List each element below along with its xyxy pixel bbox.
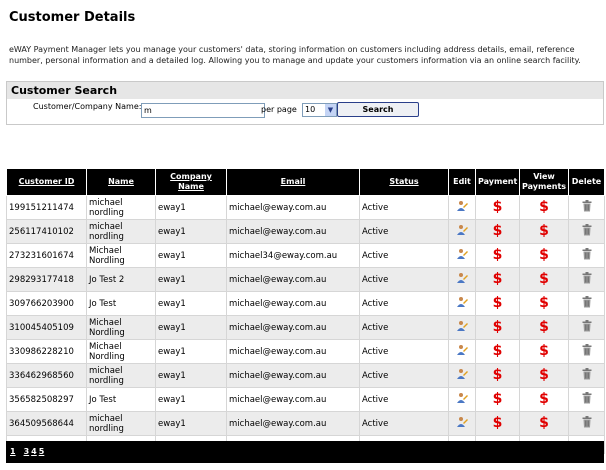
payment-cell — [476, 292, 520, 316]
company-cell: eway1 — [156, 268, 227, 292]
delete-cell — [569, 268, 605, 292]
table-row — [7, 340, 605, 364]
table-row — [7, 196, 605, 220]
dollar-icon[interactable]: $ — [492, 414, 503, 431]
payment-cell — [476, 412, 520, 436]
status-cell: Active — [360, 364, 449, 388]
delete-cell — [569, 196, 605, 220]
delete-cell — [569, 316, 605, 340]
trash-icon[interactable] — [582, 397, 592, 407]
intro-text: eWAY Payment Manager lets you manage your customers' data, storing information on customers including address details, email, reference number, personal information and a detailed log. Allowing you to manage and update your customers information via an online search facility. — [9, 45, 581, 65]
view-payments-cell — [520, 244, 569, 268]
company-cell: eway1 — [156, 340, 227, 364]
payment-cell — [476, 340, 520, 364]
customer-id-cell: 330986228210 — [7, 340, 87, 364]
col-delete-header: Delete — [569, 169, 605, 196]
edit-cell — [449, 388, 476, 412]
status-cell: Active — [360, 412, 449, 436]
trash-icon[interactable] — [582, 421, 592, 431]
per-page-value: 10 — [305, 105, 316, 114]
page-link-3[interactable]: 3 — [23, 447, 30, 456]
customer-id-cell: 364509568644 — [7, 412, 87, 436]
dollar-icon[interactable]: $ — [492, 390, 503, 407]
customer-id-cell: 310045405109 — [7, 316, 87, 340]
table-row — [7, 412, 605, 436]
col-payment-header: Payment — [476, 169, 520, 196]
page-link-1[interactable]: 1 — [10, 447, 16, 456]
search-row — [7, 99, 603, 123]
dollar-icon[interactable]: $ — [492, 294, 503, 311]
delete-cell — [569, 388, 605, 412]
trash-icon[interactable] — [582, 205, 592, 215]
name-cell: Michael Nordling — [87, 340, 156, 364]
dollar-icon[interactable]: $ — [492, 198, 503, 215]
payment-cell — [476, 220, 520, 244]
delete-cell — [569, 340, 605, 364]
pager — [10, 447, 46, 456]
customer-id-cell: 336462968560 — [7, 364, 87, 388]
col-company-name-header[interactable]: Company Name — [156, 169, 227, 196]
dollar-icon[interactable]: $ — [492, 246, 503, 263]
trash-icon[interactable] — [582, 301, 592, 311]
customer-id-cell: 298293177418 — [7, 268, 87, 292]
company-cell: eway1 — [156, 244, 227, 268]
edit-cell — [449, 196, 476, 220]
delete-cell — [569, 220, 605, 244]
email-cell: michael34@eway.com.au — [227, 244, 360, 268]
table-row — [7, 220, 605, 244]
status-cell: Active — [360, 340, 449, 364]
customer-id-cell: 356582508297 — [7, 388, 87, 412]
col-edit-header: Edit — [449, 169, 476, 196]
dollar-icon[interactable]: $ — [492, 366, 503, 383]
edit-person-icon[interactable] — [456, 277, 468, 287]
dollar-icon[interactable]: $ — [492, 318, 503, 335]
customer-table — [6, 168, 605, 454]
trash-icon[interactable] — [582, 325, 592, 335]
col-email-header[interactable]: Email — [227, 169, 360, 196]
table-row — [7, 244, 605, 268]
payment-cell — [476, 196, 520, 220]
edit-cell — [449, 412, 476, 436]
status-cell: Active — [360, 220, 449, 244]
status-cell: Active — [360, 244, 449, 268]
trash-icon[interactable] — [582, 253, 592, 263]
payment-cell — [476, 316, 520, 340]
edit-person-icon[interactable] — [456, 253, 468, 263]
dollar-icon[interactable]: $ — [539, 270, 549, 287]
dollar-icon[interactable]: $ — [539, 366, 549, 383]
edit-cell — [449, 244, 476, 268]
edit-cell — [449, 316, 476, 340]
dollar-icon[interactable]: $ — [539, 294, 549, 311]
col-name-header[interactable]: Name — [87, 169, 156, 196]
view-payments-cell — [520, 268, 569, 292]
edit-person-icon[interactable] — [456, 229, 468, 239]
delete-cell — [569, 412, 605, 436]
edit-person-icon[interactable] — [456, 397, 468, 407]
table-header-row — [7, 169, 605, 196]
search-button[interactable]: Search — [337, 102, 419, 117]
status-cell: Active — [360, 388, 449, 412]
view-payments-cell — [520, 388, 569, 412]
company-cell: eway1 — [156, 196, 227, 220]
table-row — [7, 268, 605, 292]
page-title: Customer Details — [9, 10, 136, 25]
email-cell: michael@eway.com.au — [227, 364, 360, 388]
page-link-5[interactable]: 5 — [38, 447, 45, 456]
dollar-icon[interactable]: $ — [539, 342, 549, 359]
name-cell: michael nordling — [87, 196, 156, 220]
chevron-down-icon[interactable]: ▼ — [325, 104, 336, 116]
name-cell: Michael Nordling — [87, 316, 156, 340]
view-payments-cell — [520, 220, 569, 244]
email-cell: michael@eway.com.au — [227, 412, 360, 436]
name-cell: Jo Test — [87, 388, 156, 412]
col-status-header[interactable]: Status — [360, 169, 449, 196]
email-cell: michael@eway.com.au — [227, 316, 360, 340]
delete-cell — [569, 244, 605, 268]
status-cell: Active — [360, 268, 449, 292]
delete-cell — [569, 364, 605, 388]
payment-cell — [476, 268, 520, 292]
view-payments-cell — [520, 316, 569, 340]
company-cell: eway1 — [156, 292, 227, 316]
status-cell: Active — [360, 316, 449, 340]
view-payments-cell — [520, 364, 569, 388]
trash-icon[interactable] — [582, 373, 592, 383]
dollar-icon[interactable]: $ — [539, 222, 549, 239]
dollar-icon[interactable]: $ — [539, 414, 549, 431]
edit-cell — [449, 292, 476, 316]
edit-cell — [449, 268, 476, 292]
company-cell: eway1 — [156, 316, 227, 340]
edit-cell — [449, 340, 476, 364]
trash-icon[interactable] — [582, 277, 592, 287]
customer-id-cell: 199151211474 — [7, 196, 87, 220]
email-cell: michael@eway.com.au — [227, 268, 360, 292]
company-cell: eway1 — [156, 412, 227, 436]
customer-id-cell: 273231601674 — [7, 244, 87, 268]
name-cell: michael nordling — [87, 364, 156, 388]
name-cell: Jo Test 2 — [87, 268, 156, 292]
edit-cell — [449, 364, 476, 388]
col-customer-id-header[interactable]: Customer ID — [7, 169, 87, 196]
edit-cell — [449, 220, 476, 244]
dollar-icon[interactable]: $ — [539, 318, 549, 335]
edit-person-icon[interactable] — [456, 301, 468, 311]
search-heading: Customer Search — [7, 82, 603, 99]
name-cell: michael nordling — [87, 220, 156, 244]
dollar-icon[interactable]: $ — [492, 342, 503, 359]
view-payments-cell — [520, 196, 569, 220]
email-cell: michael@eway.com.au — [227, 388, 360, 412]
trash-icon[interactable] — [582, 229, 592, 239]
table-row — [7, 388, 605, 412]
status-cell: Active — [360, 292, 449, 316]
edit-person-icon[interactable] — [456, 349, 468, 359]
email-cell: michael@eway.com.au — [227, 220, 360, 244]
email-cell: michael@eway.com.au — [227, 340, 360, 364]
company-cell: eway1 — [156, 388, 227, 412]
name-cell: Michael Nordling — [87, 244, 156, 268]
delete-cell — [569, 292, 605, 316]
dollar-icon[interactable]: $ — [492, 270, 503, 287]
table-row — [7, 316, 605, 340]
edit-person-icon[interactable] — [456, 373, 468, 383]
payment-cell — [476, 244, 520, 268]
email-cell: michael@eway.com.au — [227, 292, 360, 316]
customer-id-cell: 256117410102 — [7, 220, 87, 244]
customer-name-label: Customer/Company Name: — [33, 102, 142, 111]
view-payments-cell — [520, 412, 569, 436]
col-view-payments-header: View Payments — [520, 169, 569, 196]
customer-search-panel — [6, 81, 604, 125]
page-link-4[interactable]: 4 — [31, 447, 37, 456]
payment-cell — [476, 388, 520, 412]
edit-person-icon[interactable] — [456, 205, 468, 215]
status-cell: Active — [360, 196, 449, 220]
per-page-label: per page — [261, 105, 297, 114]
payment-cell — [476, 364, 520, 388]
company-cell: eway1 — [156, 220, 227, 244]
customer-name-input[interactable]: m — [141, 103, 265, 118]
edit-person-icon[interactable] — [456, 325, 468, 335]
dollar-icon[interactable]: $ — [539, 198, 549, 215]
view-payments-cell — [520, 292, 569, 316]
customer-id-cell: 309766203900 — [7, 292, 87, 316]
trash-icon[interactable] — [582, 349, 592, 359]
dollar-icon[interactable]: $ — [492, 222, 503, 239]
pager-bar — [6, 441, 604, 463]
company-cell: eway1 — [156, 364, 227, 388]
table-row — [7, 292, 605, 316]
table-row — [7, 364, 605, 388]
view-payments-cell — [520, 340, 569, 364]
email-cell: michael@eway.com.au — [227, 196, 360, 220]
name-cell: michael nordling — [87, 412, 156, 436]
dollar-icon[interactable]: $ — [539, 390, 549, 407]
per-page-select[interactable] — [302, 103, 337, 117]
name-cell: Jo Test — [87, 292, 156, 316]
edit-person-icon[interactable] — [456, 421, 468, 431]
dollar-icon[interactable]: $ — [539, 246, 549, 263]
